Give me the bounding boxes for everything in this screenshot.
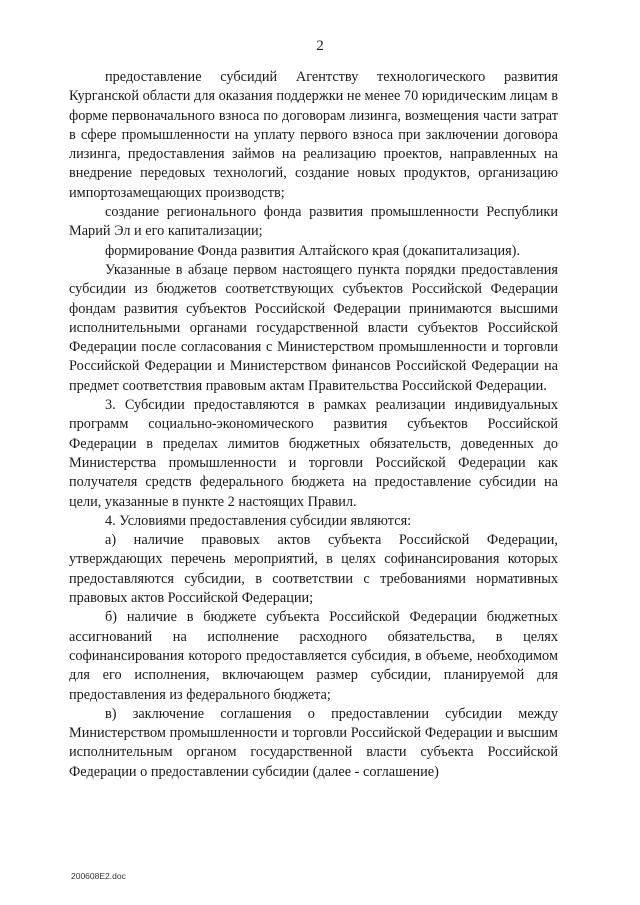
page-number: 2 bbox=[316, 38, 324, 54]
paragraph-item-3: 3. Субсидии предоставляются в рамках реализации индивидуальных программ социально-экономического развития субъектов Российской Федерации в пределах лимитов бюджетных обязательств, доведенных до Министерства промышленности и торговли Российской Федерации как получателя средств федерального бюджета на предоставление субсидии на цели, указанные в пункте 2 настоящих Правил. bbox=[69, 397, 558, 510]
document-body bbox=[69, 68, 558, 782]
paragraph-altai-fund: формирование Фонда развития Алтайского края (докапитализация). bbox=[105, 242, 521, 259]
paragraph-subsidy-kurgan: предоставление субсидий Агентству технологического развития Курганской области для оказания поддержки не менее 70 юридическим лицам в форме первоначального взноса по договорам лизинга, возмещения части затрат в сфере промышленности на уплату первого взноса при заключении договора лизинга, предоставления займов на реализацию проектов, направленных на внедрение передовых технологий, создание новых продуктов, организацию импортозамещающих производств; bbox=[69, 69, 558, 201]
file-name-footer: 200608E2.doc bbox=[71, 871, 126, 881]
paragraph-mari-el-fund: создание регионального фонда развития промышленности Республики Марий Эл и его капитализации; bbox=[69, 204, 558, 240]
paragraph-item-4: 4. Условиями предоставления субсидии являются: bbox=[105, 512, 412, 529]
paragraph-condition-a: а) наличие правовых актов субъекта Российской Федерации, утверждающих перечень мероприятий, в целях софинансирования которых предоставляются субсидии, в соответствии с требованиями нормативных правовых актов Российской Федерации; bbox=[69, 532, 558, 607]
paragraph-condition-v: в) заключение соглашения о предоставлении субсидии между Министерством промышленности и торговли Российской Федерации и высшим исполнительным органом государственной власти субъекта Российской Федерации о предоставлении субсидии (далее - соглашение) bbox=[69, 705, 558, 780]
paragraph-condition-b: б) наличие в бюджете субъекта Российской Федерации бюджетных ассигнований на исполнение расходного обязательства, в целях софинансирования которого предоставляется субсидия, в объеме, необходимом для его исполнения, включающем размер субсидии, планируемой для предоставления из федерального бюджета; bbox=[69, 609, 558, 703]
paragraph-procedures-approval: Указанные в абзаце первом настоящего пункта порядки предоставления субсидии из бюджетов соответствующих субъектов Российской Федерации фондам развития субъектов Российской Федерации принимаются высшими исполнительными органами государственной власти субъектов Российской Федерации после согласования с Министерством промышленности и торговли Российской Федерации и Министерством финансов Российской Федерации на предмет соответствия правовым актам Правительства Российской Федерации. bbox=[69, 261, 558, 394]
